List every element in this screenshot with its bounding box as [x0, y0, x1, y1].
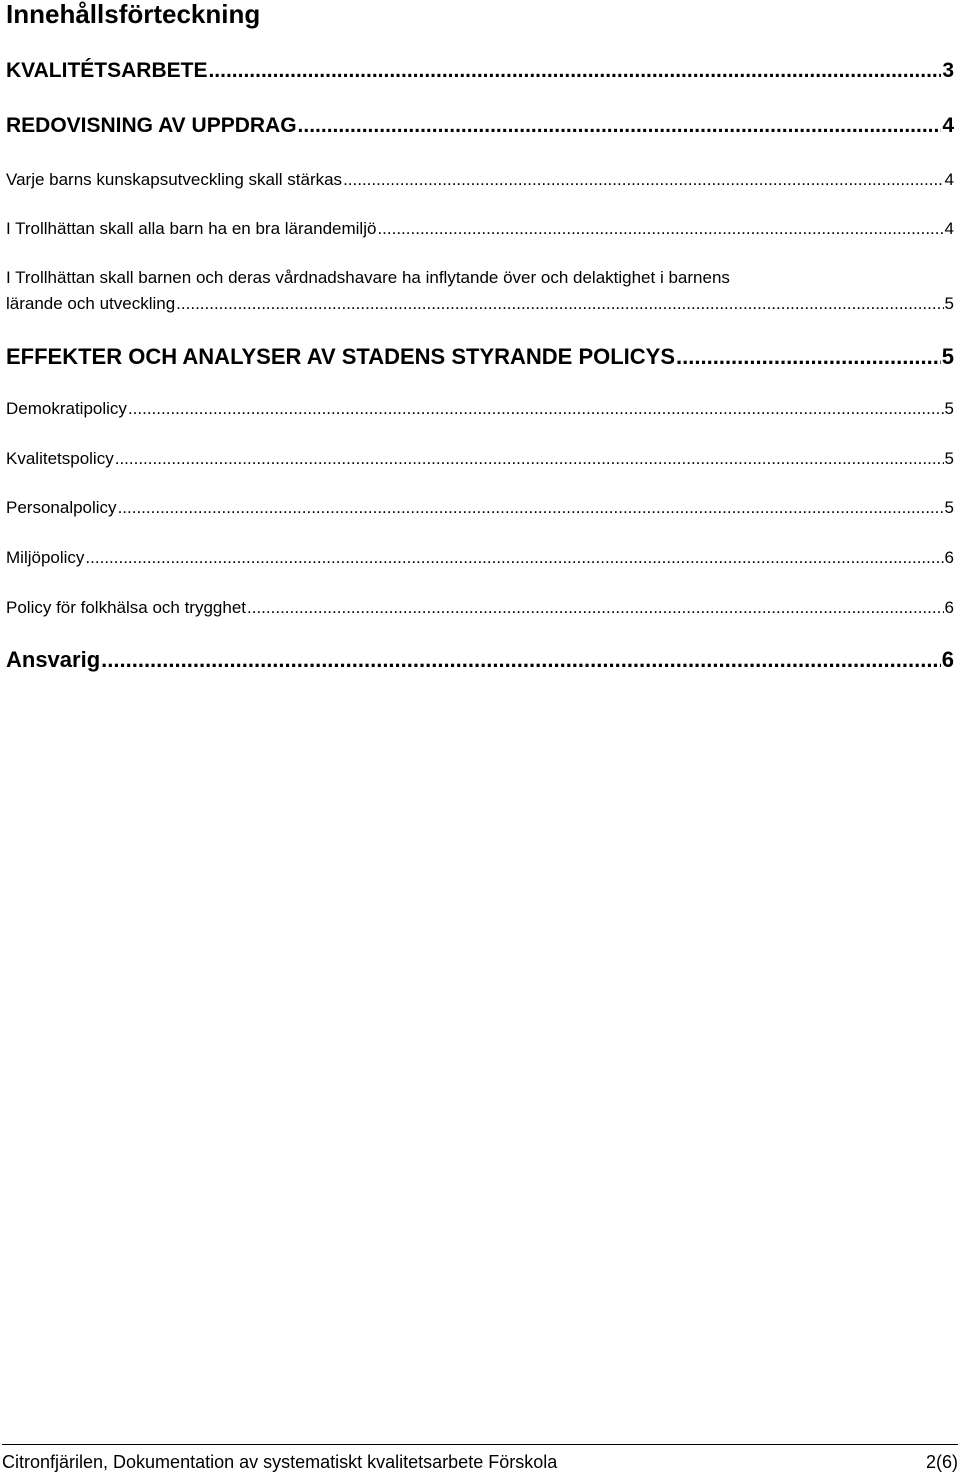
toc-entry-label: Varje barns kunskapsutveckling skall stärkas [6, 170, 343, 189]
toc-entry-kvalitetsarbete[interactable] [6, 58, 954, 84]
toc-page-number: 5 [944, 399, 954, 418]
toc-entry-label: REDOVISNING AV UPPDRAG [6, 114, 297, 137]
toc-heading: Innehållsförteckning [6, 0, 261, 29]
toc-entry-kvalitetspolicy[interactable] [6, 448, 954, 470]
toc-entry-effekter-och-analyser[interactable] [6, 343, 954, 371]
toc-entry-label: Policy för folkhälsa och trygghet [6, 598, 247, 617]
footer-page-indicator: 2(6) [925, 1452, 958, 1472]
toc-entry-personalpolicy[interactable] [6, 497, 954, 519]
toc-entry-ansvarig[interactable] [6, 646, 954, 674]
toc-entry-label: lärande och utveckling [6, 294, 176, 313]
toc-entry-label: Ansvarig [6, 647, 101, 672]
dot-leader [298, 113, 942, 139]
dot-leader [377, 218, 943, 240]
toc-entry-redovisning-av-uppdrag[interactable] [6, 113, 954, 139]
toc-entry-label: KVALITÉTSARBETE [6, 59, 208, 82]
dot-leader [128, 398, 944, 420]
toc-page-number: 6 [944, 598, 954, 617]
toc-page-number: 4 [942, 114, 954, 137]
dot-leader [247, 597, 944, 619]
dot-leader [118, 497, 944, 519]
toc-page-number: 5 [944, 294, 954, 313]
toc-entry-larandemiljo[interactable] [6, 218, 954, 240]
toc-entry-label: Demokratipolicy [6, 399, 127, 418]
toc-entry-demokratipolicy[interactable] [6, 398, 954, 420]
toc-entry-miljopolicy[interactable] [6, 547, 954, 569]
dot-leader [115, 448, 944, 470]
toc-entry-kunskapsutveckling[interactable] [6, 169, 954, 191]
toc-page-number: 4 [944, 219, 954, 238]
toc-entry-label: EFFEKTER OCH ANALYSER AV STADENS STYRANDE POLICYS [6, 344, 676, 369]
toc-entry-inflytande-line1[interactable]: I Trollhättan skall barnen och deras vårdnadshavare ha inflytande över och delaktighet i barnens [6, 268, 730, 287]
toc-entry-label: I Trollhättan skall alla barn ha en bra lärandemiljö [6, 219, 377, 238]
toc-page-number: 5 [944, 498, 954, 517]
dot-leader [176, 293, 943, 315]
dot-leader [101, 646, 941, 674]
toc-entry-label: Personalpolicy [6, 498, 117, 517]
dot-leader [676, 343, 941, 371]
toc-page-number: 6 [941, 647, 954, 672]
footer-document-title: Citronfjärilen, Dokumentation av systematiskt kvalitetsarbete Förskola [2, 1452, 558, 1472]
toc-page-number: 4 [944, 170, 954, 189]
toc-page-number: 3 [942, 59, 954, 82]
page-footer [2, 1444, 958, 1473]
dot-leader [85, 547, 943, 569]
toc-entry-label: Kvalitetspolicy [6, 449, 114, 468]
toc-page-number: 5 [941, 344, 954, 369]
toc-entry-folkhalsa-och-trygghet[interactable] [6, 597, 954, 619]
toc-page-number: 5 [944, 449, 954, 468]
dot-leader [208, 58, 941, 84]
dot-leader [343, 169, 943, 191]
toc-page-number: 6 [944, 548, 954, 567]
toc-entry-label: Miljöpolicy [6, 548, 85, 567]
toc-entry-inflytande[interactable] [6, 293, 954, 315]
